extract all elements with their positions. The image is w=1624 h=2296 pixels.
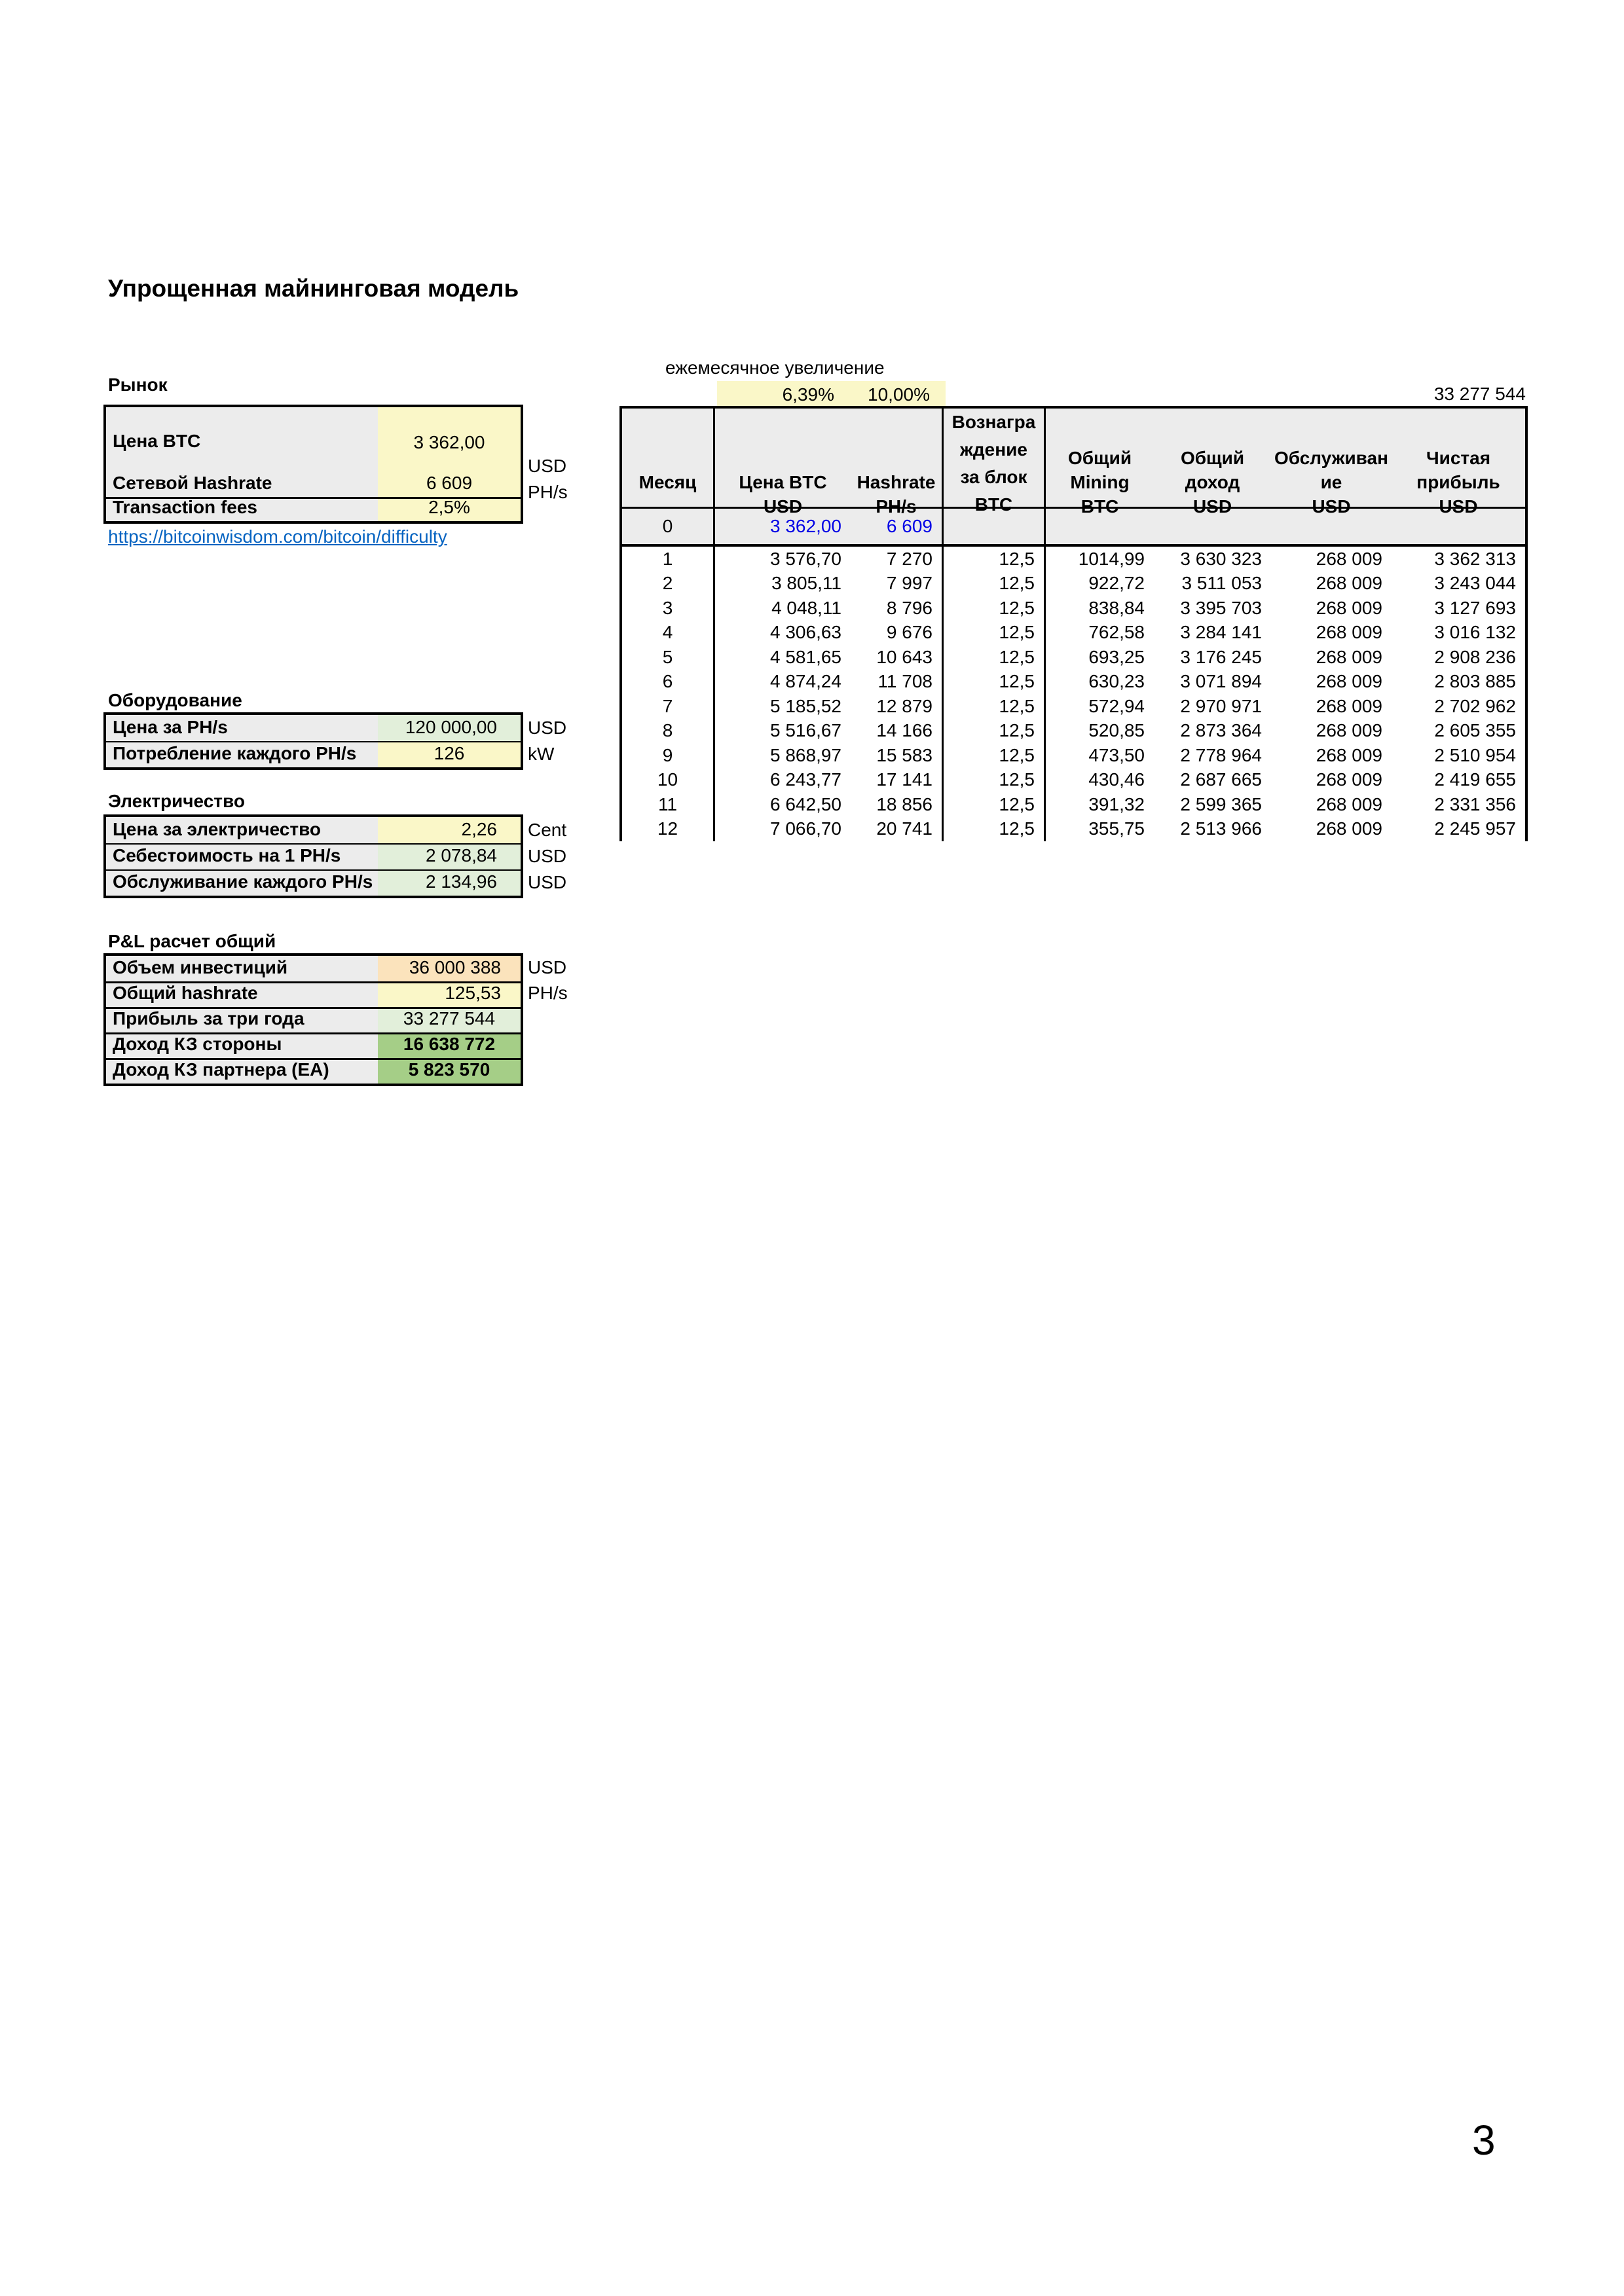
- reward-cell: 12,5: [944, 547, 1046, 572]
- revenue-cell: [1154, 509, 1271, 544]
- net-cell: 2 605 355: [1434, 720, 1516, 741]
- reward-cell: 12,5: [944, 768, 1046, 793]
- row-value: 3 362,00: [378, 407, 521, 464]
- header-reward: Вознагра ждение за блок BTC: [944, 409, 1046, 521]
- mining-cell: 473,50: [1088, 744, 1145, 765]
- month-cell: 0: [622, 509, 715, 544]
- service-cell: 268 009: [1316, 622, 1382, 643]
- month-cell: 9: [622, 743, 715, 768]
- month-cell: 1: [622, 547, 715, 572]
- equipment-heading: Оборудование: [108, 690, 242, 710]
- total-profit-value: 33 277 544: [1433, 384, 1526, 404]
- row-value: 2 134,96: [378, 869, 521, 896]
- month-cell: 5: [622, 645, 715, 670]
- monthly-table-header: [622, 409, 1525, 517]
- revenue-cell: 2 687 665: [1180, 769, 1262, 790]
- revenue-cell: 2 970 971: [1180, 695, 1262, 716]
- hashrate-cell: 7 997: [851, 572, 944, 596]
- service-cell: [1271, 509, 1392, 544]
- row-value: 120 000,00: [378, 715, 521, 741]
- row-value: 5 823 570: [378, 1058, 521, 1084]
- table-row: [622, 596, 1525, 621]
- service-cell: 268 009: [1316, 646, 1382, 667]
- reward-cell: 12,5: [944, 596, 1046, 621]
- service-cell: 268 009: [1316, 597, 1382, 618]
- revenue-cell: 2 778 964: [1180, 744, 1262, 765]
- month-cell: 10: [622, 768, 715, 793]
- mining-cell: 355,75: [1088, 818, 1145, 839]
- service-cell: 268 009: [1316, 793, 1382, 814]
- net-cell: 2 908 236: [1434, 646, 1516, 667]
- header-net: Чистая прибыль USD: [1416, 448, 1500, 517]
- hashrate-increase-value: 10,00%: [853, 381, 946, 409]
- reward-cell: 12,5: [944, 572, 1046, 596]
- mining-cell: [1046, 509, 1154, 544]
- service-cell: 268 009: [1316, 720, 1382, 741]
- header-price: Цена BTC USD: [739, 472, 827, 517]
- unit-label: kW: [528, 744, 555, 764]
- mining-cell: 693,25: [1088, 646, 1145, 667]
- reward-cell: 12,5: [944, 645, 1046, 670]
- row-value: 16 638 772: [378, 1032, 521, 1058]
- month-cell: 6: [622, 670, 715, 695]
- revenue-cell: 2 599 365: [1180, 793, 1262, 814]
- reward-cell: 12,5: [944, 719, 1046, 744]
- difficulty-link[interactable]: https://bitcoinwisdom.com/bitcoin/difficulty: [108, 526, 447, 547]
- month-cell: 4: [622, 621, 715, 646]
- market-table: [103, 405, 523, 524]
- service-cell: 268 009: [1316, 695, 1382, 716]
- table-row: [622, 817, 1525, 842]
- mining-cell: 391,32: [1088, 793, 1145, 814]
- price-cell: 5 185,52: [770, 695, 841, 716]
- net-cell: 2 803 885: [1434, 671, 1516, 692]
- reward-cell: 12,5: [944, 817, 1046, 842]
- row-label: Доход КЗ партнера (EA): [106, 1058, 378, 1084]
- hashrate-cell: 14 166: [851, 719, 944, 744]
- price-increase-value: 6,39%: [717, 381, 853, 409]
- market-heading: Рынок: [108, 374, 168, 395]
- mining-cell: 1014,99: [1078, 548, 1145, 569]
- unit-label: PH/s: [528, 482, 568, 502]
- monthly-table-body: [622, 547, 1525, 841]
- month-cell: 8: [622, 719, 715, 744]
- equipment-table: [103, 712, 523, 770]
- hashrate-cell: 7 270: [851, 547, 944, 572]
- service-cell: 268 009: [1316, 769, 1382, 790]
- net-cell: 3 127 693: [1434, 597, 1516, 618]
- revenue-cell: 3 071 894: [1180, 671, 1262, 692]
- net-cell: 2 419 655: [1434, 769, 1516, 790]
- hashrate-cell: 17 141: [851, 768, 944, 793]
- hashrate-cell: 11 708: [851, 670, 944, 695]
- row-label: Обслуживание каждого PH/s: [106, 869, 378, 896]
- service-cell: 268 009: [1316, 573, 1382, 594]
- revenue-cell: 3 511 053: [1181, 573, 1262, 594]
- mining-cell: 520,85: [1088, 720, 1145, 741]
- revenue-cell: 2 513 966: [1180, 818, 1262, 839]
- row-label: Объем инвестиций: [106, 956, 378, 981]
- net-cell: 2 702 962: [1434, 695, 1516, 716]
- table-row: [622, 792, 1525, 817]
- mining-cell: 430,46: [1088, 769, 1145, 790]
- row-label: Общий hashrate: [106, 981, 378, 1007]
- monthly-increase-label: ежемесячное увеличение: [665, 357, 885, 378]
- row-label: Цена BTC: [106, 407, 378, 464]
- row-value: 2,5%: [378, 497, 521, 521]
- table-row: [622, 694, 1525, 719]
- unit-label: USD: [528, 872, 567, 892]
- table-row: [622, 670, 1525, 695]
- table-row: [622, 645, 1525, 670]
- row-label: Сетевой Hashrate: [106, 464, 378, 497]
- price-cell: 6 642,50: [770, 793, 841, 814]
- table-row: [622, 547, 1525, 572]
- electricity-table: [103, 814, 523, 898]
- unit-label: USD: [528, 957, 567, 977]
- price-cell: 4 874,24: [770, 671, 841, 692]
- header-revenue: Общий доход USD: [1180, 448, 1245, 517]
- unit-label: USD: [528, 846, 567, 866]
- net-cell: 3 243 044: [1434, 573, 1516, 594]
- header-month: Месяц: [622, 409, 715, 521]
- service-cell: 268 009: [1316, 548, 1382, 569]
- revenue-cell: 2 873 364: [1180, 720, 1262, 741]
- pnl-table: [103, 953, 523, 1086]
- row-value: 2 078,84: [378, 843, 521, 869]
- row-label: Потребление каждого PH/s: [106, 741, 378, 767]
- table-row: [622, 719, 1525, 744]
- row-value: 125,53: [378, 981, 521, 1007]
- price-cell: 4 581,65: [770, 646, 841, 667]
- reward-cell: [944, 509, 1046, 544]
- header-service: Обслуживан ие USD: [1274, 448, 1388, 517]
- row-label: Цена за PH/s: [106, 715, 378, 741]
- reward-cell: 12,5: [944, 670, 1046, 695]
- reward-cell: 12,5: [944, 694, 1046, 719]
- mining-cell: 572,94: [1088, 695, 1145, 716]
- revenue-cell: 3 176 245: [1180, 646, 1262, 667]
- net-cell: [1392, 509, 1525, 544]
- net-cell: 3 362 313: [1434, 548, 1516, 569]
- hashrate-cell: 9 676: [851, 621, 944, 646]
- mining-cell: 762,58: [1088, 622, 1145, 643]
- row-value: 33 277 544: [378, 1007, 521, 1032]
- increase-values: [717, 381, 946, 409]
- monthly-table: [619, 406, 1528, 841]
- row-value: 126: [378, 741, 521, 767]
- row-label: Transaction fees: [106, 497, 378, 521]
- net-cell: 2 245 957: [1434, 818, 1516, 839]
- pnl-heading: P&L расчет общий: [108, 931, 276, 951]
- page-title: Упрощенная майнинговая модель: [108, 275, 519, 302]
- month-cell: 7: [622, 694, 715, 719]
- revenue-cell: 3 284 141: [1180, 622, 1262, 643]
- row-value: 36 000 388: [378, 956, 521, 981]
- revenue-cell: 3 395 703: [1180, 597, 1262, 618]
- price-cell: 7 066,70: [770, 818, 841, 839]
- service-cell: 268 009: [1316, 818, 1382, 839]
- price-cell: 5 868,97: [770, 744, 841, 765]
- service-cell: 268 009: [1316, 671, 1382, 692]
- hashrate-cell: 15 583: [851, 743, 944, 768]
- mining-cell: 922,72: [1088, 573, 1145, 594]
- hashrate-cell: 8 796: [851, 596, 944, 621]
- month-cell: 11: [622, 792, 715, 817]
- month-cell: 12: [622, 817, 715, 842]
- reward-cell: 12,5: [944, 621, 1046, 646]
- price-cell: 6 243,77: [770, 769, 841, 790]
- header-mining: Общий Mining BTC: [1067, 448, 1132, 517]
- reward-cell: 12,5: [944, 743, 1046, 768]
- table-row: [622, 621, 1525, 646]
- service-cell: 268 009: [1316, 744, 1382, 765]
- unit-label: USD: [528, 718, 567, 738]
- mining-cell: 630,23: [1088, 671, 1145, 692]
- hashrate-cell: 10 643: [851, 645, 944, 670]
- row-label: Себестоимость на 1 PH/s: [106, 843, 378, 869]
- unit-label: PH/s: [528, 983, 568, 1003]
- hashrate-cell: 20 741: [851, 817, 944, 842]
- revenue-cell: 3 630 323: [1180, 548, 1262, 569]
- month-cell: 2: [622, 572, 715, 596]
- reward-cell: 12,5: [944, 792, 1046, 817]
- row-label: Доход КЗ стороны: [106, 1032, 378, 1058]
- table-row-zero: [622, 509, 1525, 547]
- unit-label: Cent: [528, 820, 567, 840]
- row-value: 6 609: [378, 464, 521, 497]
- price-cell: 3 576,70: [770, 548, 841, 569]
- price-cell: 3 805,11: [771, 573, 841, 594]
- page-number: 3: [1472, 2117, 1496, 2164]
- month-cell: 3: [622, 596, 715, 621]
- row-value: 2,26: [378, 817, 521, 843]
- table-row: [622, 768, 1525, 793]
- hashrate-cell: 12 879: [851, 694, 944, 719]
- table-row: [622, 572, 1525, 596]
- net-cell: 3 016 132: [1434, 622, 1516, 643]
- net-cell: 2 331 356: [1434, 793, 1516, 814]
- hashrate-cell: 18 856: [851, 792, 944, 817]
- unit-label: USD: [528, 456, 567, 476]
- price-cell: 4 306,63: [770, 622, 841, 643]
- row-label: Цена за электричество: [106, 817, 378, 843]
- electricity-heading: Электричество: [108, 791, 245, 811]
- price-cell: 4 048,11: [771, 597, 841, 618]
- table-row: [622, 743, 1525, 768]
- header-hashrate: Hashrate PH/s: [851, 409, 944, 521]
- hashrate-cell: 6 609: [851, 509, 944, 544]
- row-label: Прибыль за три года: [106, 1007, 378, 1032]
- mining-cell: 838,84: [1088, 597, 1145, 618]
- price-cell: 5 516,67: [770, 720, 841, 741]
- net-cell: 2 510 954: [1434, 744, 1516, 765]
- price-cell: 3 362,00: [770, 516, 841, 536]
